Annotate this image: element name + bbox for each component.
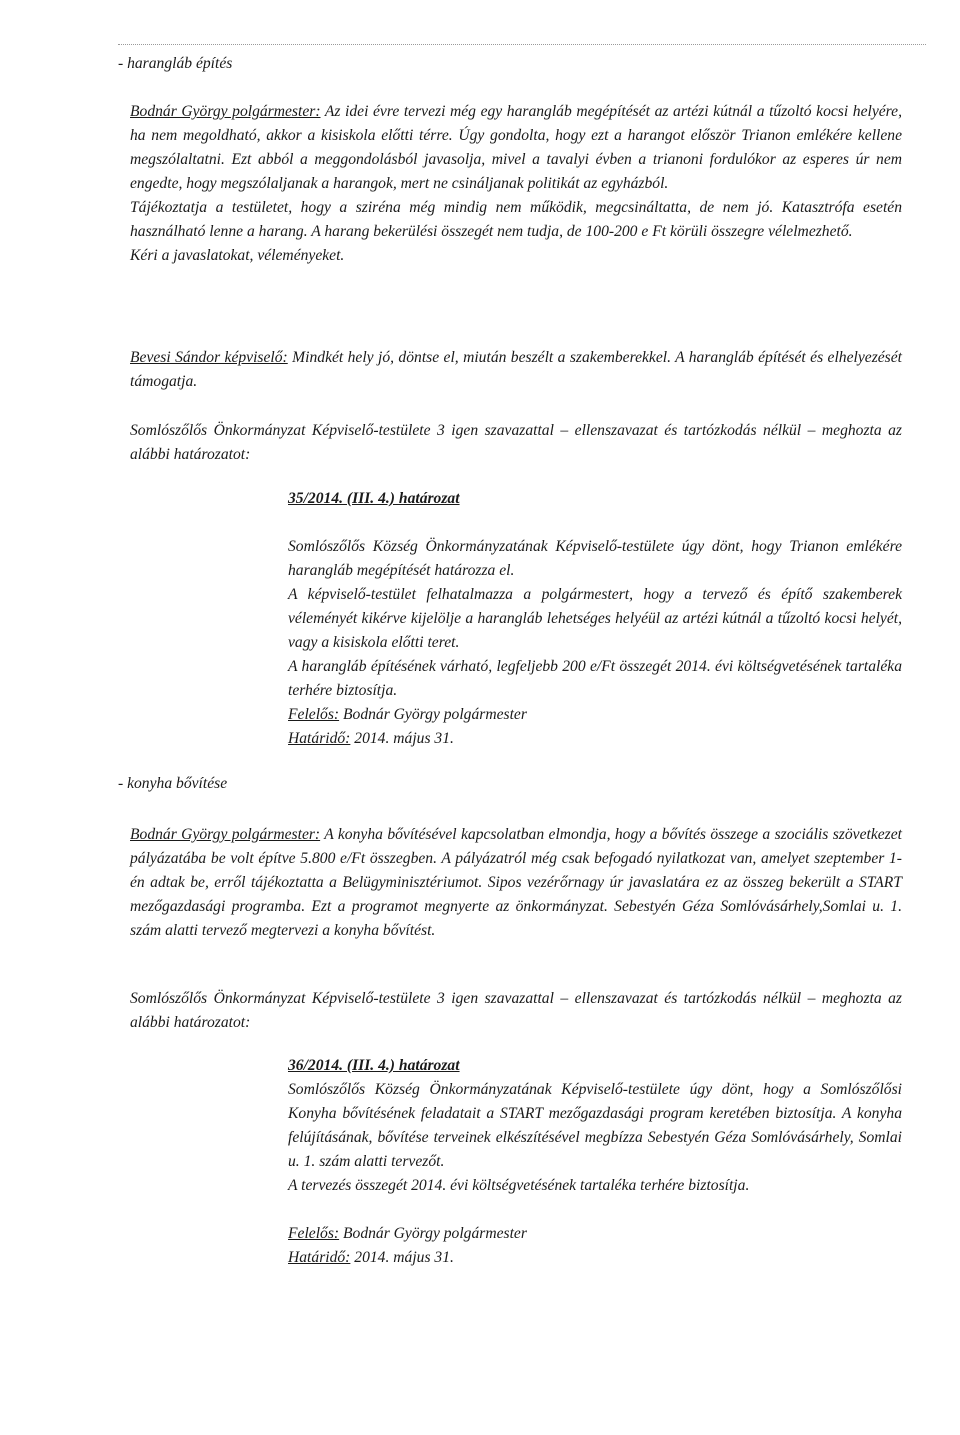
speaker-name: Bodnár György polgármester:: [130, 103, 321, 120]
vote-statement-2: [130, 987, 902, 1035]
section-heading-konyha: - konyha bővítése: [118, 775, 228, 792]
resolution-responsible: Felelős: Bodnár György polgármester: [288, 1225, 527, 1242]
resolution-title: 35/2014. (III. 4.) határozat: [288, 490, 460, 507]
resolution-funding: A tervezés összegét 2014. évi költségvetésének tartaléka terhére biztosítja.: [288, 1177, 750, 1194]
paragraph-request: Kéri a javaslatokat, véleményeket.: [130, 247, 345, 264]
resolution-decision: Somlószőlős Község Önkormányzatának Képviselő-testülete úgy dönt, hogy a Somlószőlősi Konyha bővítésének feladatait a START mezőgazdasági program keretében biztosítja. A konyha felújításának, bővítése terveinek elkészítésével megbízza Sebestyén Géza Somlóvásárhely, Somlai u. 1. szám alatti tervezőt.: [288, 1081, 902, 1170]
paragraph-representative: [130, 346, 902, 394]
resolution-authorization: A képviselő-testület felhatalmazza a polgármestert, hogy a tervező és építő szakemberek véleményét kikérve kijelölje a harangláb lehetséges helyéül az artézi kútnál a tűzoltó kocsi helyét, vagy a kisiskola előtti teret.: [288, 586, 902, 651]
paragraph-siren: Tájékoztatja a testületet, hogy a sziréna még mindig nem működik, megcsináltatta, de nem jó. Katasztrófa esetén használható lenne a harang. A harang bekerülési összegét nem tudja, de 100-200 e Ft körüli összegre vélelmezhető.: [130, 199, 902, 240]
speech-text: Mindkét hely jó, döntse el, miután beszélt a szakemberekkel. A harangláb építését és elhelyezését támogatja.: [130, 349, 903, 390]
vote-statement: [130, 419, 902, 467]
paragraph-mayor-2: [130, 823, 902, 943]
speaker-name: Bodnár György polgármester:: [130, 826, 321, 843]
resolution-title: 36/2014. (III. 4.) határozat: [288, 1057, 460, 1074]
speaker-name: Bevesi Sándor képviselő:: [130, 349, 288, 366]
section-heading-harangláb: - harangláb építés: [118, 55, 233, 72]
paragraph-mayor-1: [130, 100, 902, 268]
speech-text: A konyha bővítésével kapcsolatban elmondja, hogy a bővítés összege a szociális szövetkezet pályázatába be volt építve 5.800 e/Ft összegben. A pályázatról még csak befogadó nyilatkozat van, amelyet szeptember 1-én adtak be, erről tájékoztatta a Belügyminisztériumot. Sipos vezérőrnagy úr javaslatára ez az összeg bekerült a START mezőgazdasági programba. Ezt a programot megnyerte az önkormányzat. Sebestyén Géza Somlóvásárhely,Somlai u. 1. szám alatti tervező megtervezi a konyha bővítést.: [130, 826, 902, 939]
resolution-35-2014: [288, 487, 902, 751]
vote-text: Somlószőlős Önkormányzat Képviselő-testülete 3 igen szavazattal – ellenszavazat és tartózkodás nélkül – meghozta az alábbi határozatot:: [130, 422, 902, 463]
resolution-deadline: Határidő: 2014. május 31.: [288, 730, 454, 747]
resolution-responsible: Felelős: Bodnár György polgármester: [288, 706, 527, 723]
resolution-decision: Somlószőlős Község Önkormányzatának Képviselő-testülete úgy dönt, hogy Trianon emlékére harangláb megépítését határozza el.: [288, 538, 902, 579]
top-dotted-rule: [118, 44, 926, 45]
resolution-deadline: Határidő: 2014. május 31.: [288, 1249, 454, 1266]
vote-text: Somlószőlős Önkormányzat Képviselő-testülete 3 igen szavazattal – ellenszavazat és tartózkodás nélkül – meghozta az alábbi határozatot:: [130, 990, 902, 1031]
resolution-funding: A harangláb építésének várható, legfeljebb 200 e/Ft összegét 2014. évi költségvetésének tartaléka terhére biztosítja.: [288, 658, 902, 699]
resolution-36-2014: [288, 1054, 902, 1270]
speech-text: Az idei évre tervezi még egy harangláb megépítését az artézi kútnál a tűzoltó kocsi helyére, ha nem megoldható, akkor a kisiskola előtti térre. Úgy gondolta, hogy ezt a harangot először Trianon emlékére kellene megszólaltatni. Ezt abból a meggondolásból javasolja, mivel a tavalyi évben a trianoni fordulókor az esperes úr nem engedte, hogy megszólaljanak a harangok, mert ne csináljanak politikát az egyházból.: [130, 103, 902, 192]
